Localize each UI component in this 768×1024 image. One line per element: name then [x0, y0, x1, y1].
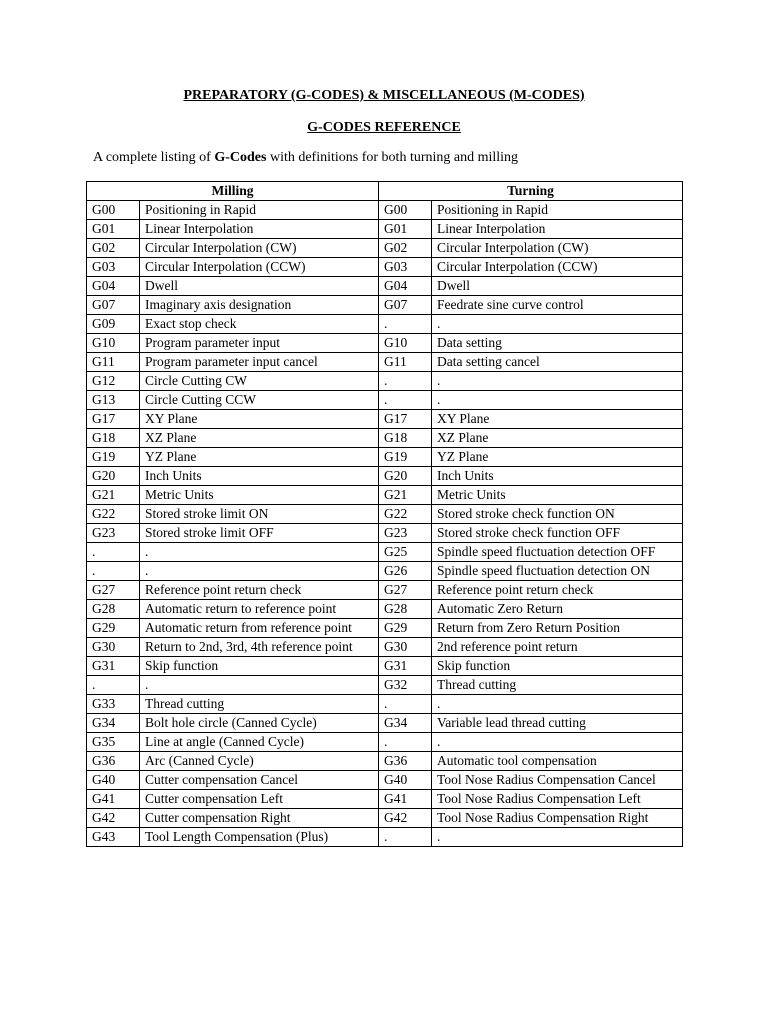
- turning-code: G42: [379, 809, 432, 828]
- turning-code: G29: [379, 619, 432, 638]
- intro-after: with definitions for both turning and milling: [266, 150, 519, 165]
- table-row: [87, 334, 683, 353]
- turning-description: Tool Nose Radius Compensation Right: [432, 809, 683, 828]
- table-row: [87, 448, 683, 467]
- milling-description: Circular Interpolation (CW): [140, 239, 379, 258]
- turning-code: .: [379, 315, 432, 334]
- section-title: G-CODES REFERENCE: [307, 120, 461, 135]
- milling-code: G00: [87, 201, 140, 220]
- intro-bold: G-Codes: [214, 150, 267, 165]
- milling-code: G09: [87, 315, 140, 334]
- turning-code: .: [379, 828, 432, 847]
- milling-code: G31: [87, 657, 140, 676]
- turning-description: Automatic Zero Return: [432, 600, 683, 619]
- milling-header: Milling: [87, 182, 379, 201]
- turning-code: .: [379, 372, 432, 391]
- turning-description: Metric Units: [432, 486, 683, 505]
- turning-description: .: [432, 315, 683, 334]
- milling-code: .: [87, 543, 140, 562]
- milling-code: G42: [87, 809, 140, 828]
- milling-code: G20: [87, 467, 140, 486]
- turning-code: G31: [379, 657, 432, 676]
- turning-code: G30: [379, 638, 432, 657]
- milling-description: Stored stroke limit ON: [140, 505, 379, 524]
- table-body: [87, 201, 683, 847]
- milling-description: Skip function: [140, 657, 379, 676]
- milling-code: G04: [87, 277, 140, 296]
- intro-before: A complete listing of: [93, 150, 215, 165]
- milling-code: G36: [87, 752, 140, 771]
- turning-description: Stored stroke check function OFF: [432, 524, 683, 543]
- milling-code: G41: [87, 790, 140, 809]
- milling-description: .: [140, 676, 379, 695]
- milling-description: Linear Interpolation: [140, 220, 379, 239]
- milling-code: G18: [87, 429, 140, 448]
- turning-code: G32: [379, 676, 432, 695]
- milling-description: Line at angle (Canned Cycle): [140, 733, 379, 752]
- milling-code: G13: [87, 391, 140, 410]
- turning-code: G03: [379, 258, 432, 277]
- milling-description: Bolt hole circle (Canned Cycle): [140, 714, 379, 733]
- table-row: [87, 562, 683, 581]
- table-row: [87, 714, 683, 733]
- turning-code: .: [379, 695, 432, 714]
- table-row: [87, 619, 683, 638]
- table-row: [87, 600, 683, 619]
- turning-description: Circular Interpolation (CCW): [432, 258, 683, 277]
- turning-description: .: [432, 695, 683, 714]
- turning-code: G20: [379, 467, 432, 486]
- turning-code: G23: [379, 524, 432, 543]
- milling-description: Circular Interpolation (CCW): [140, 258, 379, 277]
- turning-code: .: [379, 733, 432, 752]
- turning-description: Reference point return check: [432, 581, 683, 600]
- table-row: [87, 543, 683, 562]
- milling-description: Dwell: [140, 277, 379, 296]
- turning-code: G07: [379, 296, 432, 315]
- turning-code: G27: [379, 581, 432, 600]
- milling-code: G01: [87, 220, 140, 239]
- turning-description: .: [432, 372, 683, 391]
- milling-description: Thread cutting: [140, 695, 379, 714]
- turning-code: G19: [379, 448, 432, 467]
- milling-description: Program parameter input: [140, 334, 379, 353]
- milling-code: G23: [87, 524, 140, 543]
- table-header-row: [87, 182, 683, 201]
- table-row: [87, 239, 683, 258]
- table-row: [87, 676, 683, 695]
- milling-description: Positioning in Rapid: [140, 201, 379, 220]
- table-row: [87, 467, 683, 486]
- turning-code: G26: [379, 562, 432, 581]
- turning-description: Circular Interpolation (CW): [432, 239, 683, 258]
- milling-description: Circle Cutting CCW: [140, 391, 379, 410]
- table-row: [87, 638, 683, 657]
- milling-code: G40: [87, 771, 140, 790]
- table-row: [87, 258, 683, 277]
- milling-code: G03: [87, 258, 140, 277]
- milling-description: Inch Units: [140, 467, 379, 486]
- milling-code: G29: [87, 619, 140, 638]
- milling-description: .: [140, 543, 379, 562]
- table-row: [87, 372, 683, 391]
- turning-code: G18: [379, 429, 432, 448]
- turning-code: G21: [379, 486, 432, 505]
- table-row: [87, 486, 683, 505]
- intro-text: [93, 150, 518, 166]
- turning-description: Tool Nose Radius Compensation Cancel: [432, 771, 683, 790]
- milling-code: G21: [87, 486, 140, 505]
- milling-description: Reference point return check: [140, 581, 379, 600]
- milling-code: G27: [87, 581, 140, 600]
- turning-description: Positioning in Rapid: [432, 201, 683, 220]
- turning-description: Inch Units: [432, 467, 683, 486]
- turning-code: G28: [379, 600, 432, 619]
- milling-code: G43: [87, 828, 140, 847]
- turning-code: G41: [379, 790, 432, 809]
- turning-code: G10: [379, 334, 432, 353]
- turning-description: Data setting cancel: [432, 353, 683, 372]
- milling-code: G33: [87, 695, 140, 714]
- turning-code: G40: [379, 771, 432, 790]
- turning-description: Dwell: [432, 277, 683, 296]
- milling-code: G19: [87, 448, 140, 467]
- milling-description: Cutter compensation Left: [140, 790, 379, 809]
- turning-description: Feedrate sine curve control: [432, 296, 683, 315]
- milling-description: Return to 2nd, 3rd, 4th reference point: [140, 638, 379, 657]
- turning-header: Turning: [379, 182, 683, 201]
- milling-description: Cutter compensation Cancel: [140, 771, 379, 790]
- table-row: [87, 809, 683, 828]
- table-row: [87, 524, 683, 543]
- milling-code: G11: [87, 353, 140, 372]
- turning-description: Spindle speed fluctuation detection OFF: [432, 543, 683, 562]
- table-row: [87, 410, 683, 429]
- table-row: [87, 201, 683, 220]
- turning-description: .: [432, 828, 683, 847]
- turning-code: G02: [379, 239, 432, 258]
- turning-description: 2nd reference point return: [432, 638, 683, 657]
- milling-code: G30: [87, 638, 140, 657]
- turning-description: XY Plane: [432, 410, 683, 429]
- turning-code: G11: [379, 353, 432, 372]
- milling-description: Automatic return to reference point: [140, 600, 379, 619]
- table-row: [87, 771, 683, 790]
- table-row: [87, 505, 683, 524]
- milling-description: Circle Cutting CW: [140, 372, 379, 391]
- turning-description: Return from Zero Return Position: [432, 619, 683, 638]
- table-row: [87, 277, 683, 296]
- turning-code: G01: [379, 220, 432, 239]
- milling-description: Program parameter input cancel: [140, 353, 379, 372]
- turning-description: .: [432, 391, 683, 410]
- turning-description: Skip function: [432, 657, 683, 676]
- table-row: [87, 391, 683, 410]
- milling-description: Imaginary axis designation: [140, 296, 379, 315]
- table-row: [87, 695, 683, 714]
- milling-code: G12: [87, 372, 140, 391]
- table-row: [87, 353, 683, 372]
- gcode-table: [86, 181, 683, 847]
- turning-description: Thread cutting: [432, 676, 683, 695]
- milling-description: Exact stop check: [140, 315, 379, 334]
- milling-code: G28: [87, 600, 140, 619]
- milling-code: .: [87, 562, 140, 581]
- turning-code: G04: [379, 277, 432, 296]
- turning-description: Stored stroke check function ON: [432, 505, 683, 524]
- table-row: [87, 828, 683, 847]
- milling-code: G34: [87, 714, 140, 733]
- turning-description: Tool Nose Radius Compensation Left: [432, 790, 683, 809]
- milling-description: Stored stroke limit OFF: [140, 524, 379, 543]
- milling-description: XY Plane: [140, 410, 379, 429]
- turning-description: Variable lead thread cutting: [432, 714, 683, 733]
- table-row: [87, 296, 683, 315]
- milling-code: G02: [87, 239, 140, 258]
- milling-description: .: [140, 562, 379, 581]
- turning-description: XZ Plane: [432, 429, 683, 448]
- turning-description: Spindle speed fluctuation detection ON: [432, 562, 683, 581]
- turning-code: G00: [379, 201, 432, 220]
- milling-description: Cutter compensation Right: [140, 809, 379, 828]
- milling-code: G07: [87, 296, 140, 315]
- milling-code: G22: [87, 505, 140, 524]
- milling-description: Automatic return from reference point: [140, 619, 379, 638]
- table-row: [87, 790, 683, 809]
- turning-description: Linear Interpolation: [432, 220, 683, 239]
- table-row: [87, 752, 683, 771]
- milling-description: Arc (Canned Cycle): [140, 752, 379, 771]
- table-row: [87, 733, 683, 752]
- turning-code: G17: [379, 410, 432, 429]
- table-row: [87, 429, 683, 448]
- table-row: [87, 315, 683, 334]
- turning-code: .: [379, 391, 432, 410]
- milling-code: G10: [87, 334, 140, 353]
- turning-description: .: [432, 733, 683, 752]
- turning-code: G22: [379, 505, 432, 524]
- turning-code: G34: [379, 714, 432, 733]
- page-title: PREPARATORY (G-CODES) & MISCELLANEOUS (M-CODES): [183, 88, 585, 103]
- milling-description: YZ Plane: [140, 448, 379, 467]
- table-row: [87, 581, 683, 600]
- milling-code: G35: [87, 733, 140, 752]
- milling-code: .: [87, 676, 140, 695]
- turning-code: G36: [379, 752, 432, 771]
- table-row: [87, 657, 683, 676]
- turning-description: YZ Plane: [432, 448, 683, 467]
- milling-description: XZ Plane: [140, 429, 379, 448]
- turning-description: Automatic tool compensation: [432, 752, 683, 771]
- milling-description: Tool Length Compensation (Plus): [140, 828, 379, 847]
- turning-description: Data setting: [432, 334, 683, 353]
- table-row: [87, 220, 683, 239]
- milling-code: G17: [87, 410, 140, 429]
- milling-description: Metric Units: [140, 486, 379, 505]
- turning-code: G25: [379, 543, 432, 562]
